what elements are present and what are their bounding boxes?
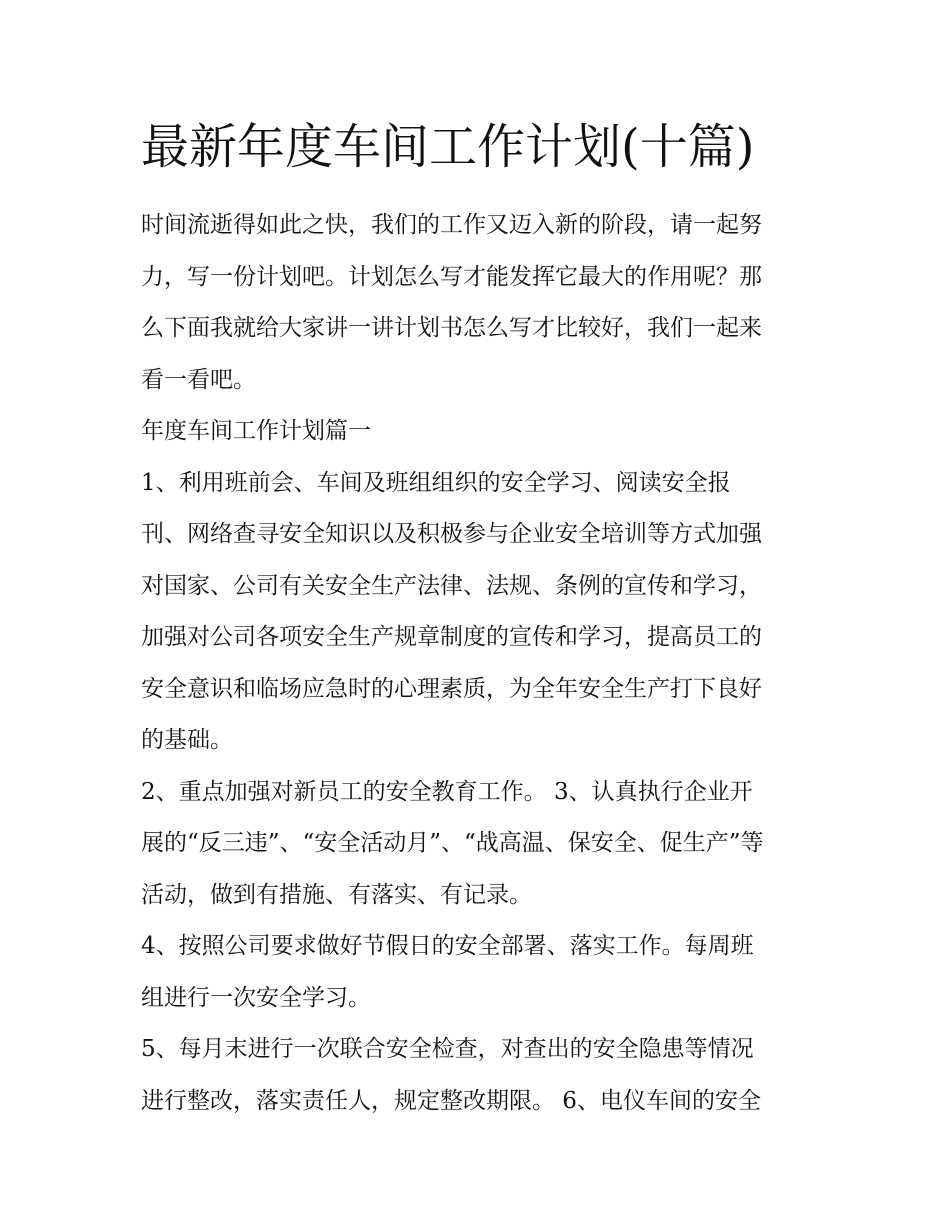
text-line: 1、利用班前会、车间及班组组织的安全学习、阅读安全报 xyxy=(141,469,731,496)
text-line: 4、按照公司要求做好节假日的安全部署、落实工作。每周班 xyxy=(141,933,754,959)
text-line: 安全意识和临场应急时的心理素质，为全年安全生产打下良好 xyxy=(141,675,762,702)
text-line: 加强对公司各项安全生产规章制度的宣传和学习，提高员工的 xyxy=(141,624,762,650)
text-line: 对国家、公司有关安全生产法律、法规、条例的宣传和学习， xyxy=(141,572,762,599)
text-line: 组进行一次安全学习。 xyxy=(141,984,371,1011)
text-line: 时间流逝得如此之快，我们的工作又迈入新的阶段，请一起努 xyxy=(141,212,762,238)
text-line: 展的“反三违”、“安全活动月”、“战高温、保安全、促生产”等 xyxy=(141,830,764,856)
text-line: 年度车间工作计划篇一 xyxy=(141,418,371,444)
text-line: 5、每月末进行一次联合安全检查，对查出的安全隐患等情况 xyxy=(141,1036,754,1062)
section-heading xyxy=(141,406,813,458)
text-line: 的基础。 xyxy=(141,727,233,753)
text-line: 看一看吧。 xyxy=(141,366,256,393)
item-5-6-paragraph xyxy=(141,1024,813,1127)
intro-paragraph xyxy=(141,200,813,406)
text-line: 2、重点加强对新员工的安全教育工作。 3、认真执行企业开 xyxy=(141,778,753,805)
text-line: 进行整改，落实责任人，规定整改期限。 6、电仪车间的安全 xyxy=(141,1087,761,1114)
text-line: 么下面我就给大家讲一讲计划书怎么写才比较好，我们一起来 xyxy=(141,315,762,341)
item-2-3-paragraph xyxy=(141,767,813,922)
text-line: 刊、网络查寻安全知识以及积极参与企业安全培训等方式加强 xyxy=(141,521,762,547)
item-4-paragraph xyxy=(141,921,813,1024)
item-1-paragraph xyxy=(141,458,813,767)
text-line: 力，写一份计划吧。计划怎么写才能发挥它最大的作用呢？那 xyxy=(141,263,762,290)
document-title: 最新年度车间工作计划(十篇) xyxy=(141,119,755,175)
document-content xyxy=(141,112,813,1127)
text-line: 活动，做到有措施、有落实、有记录。 xyxy=(141,881,532,908)
